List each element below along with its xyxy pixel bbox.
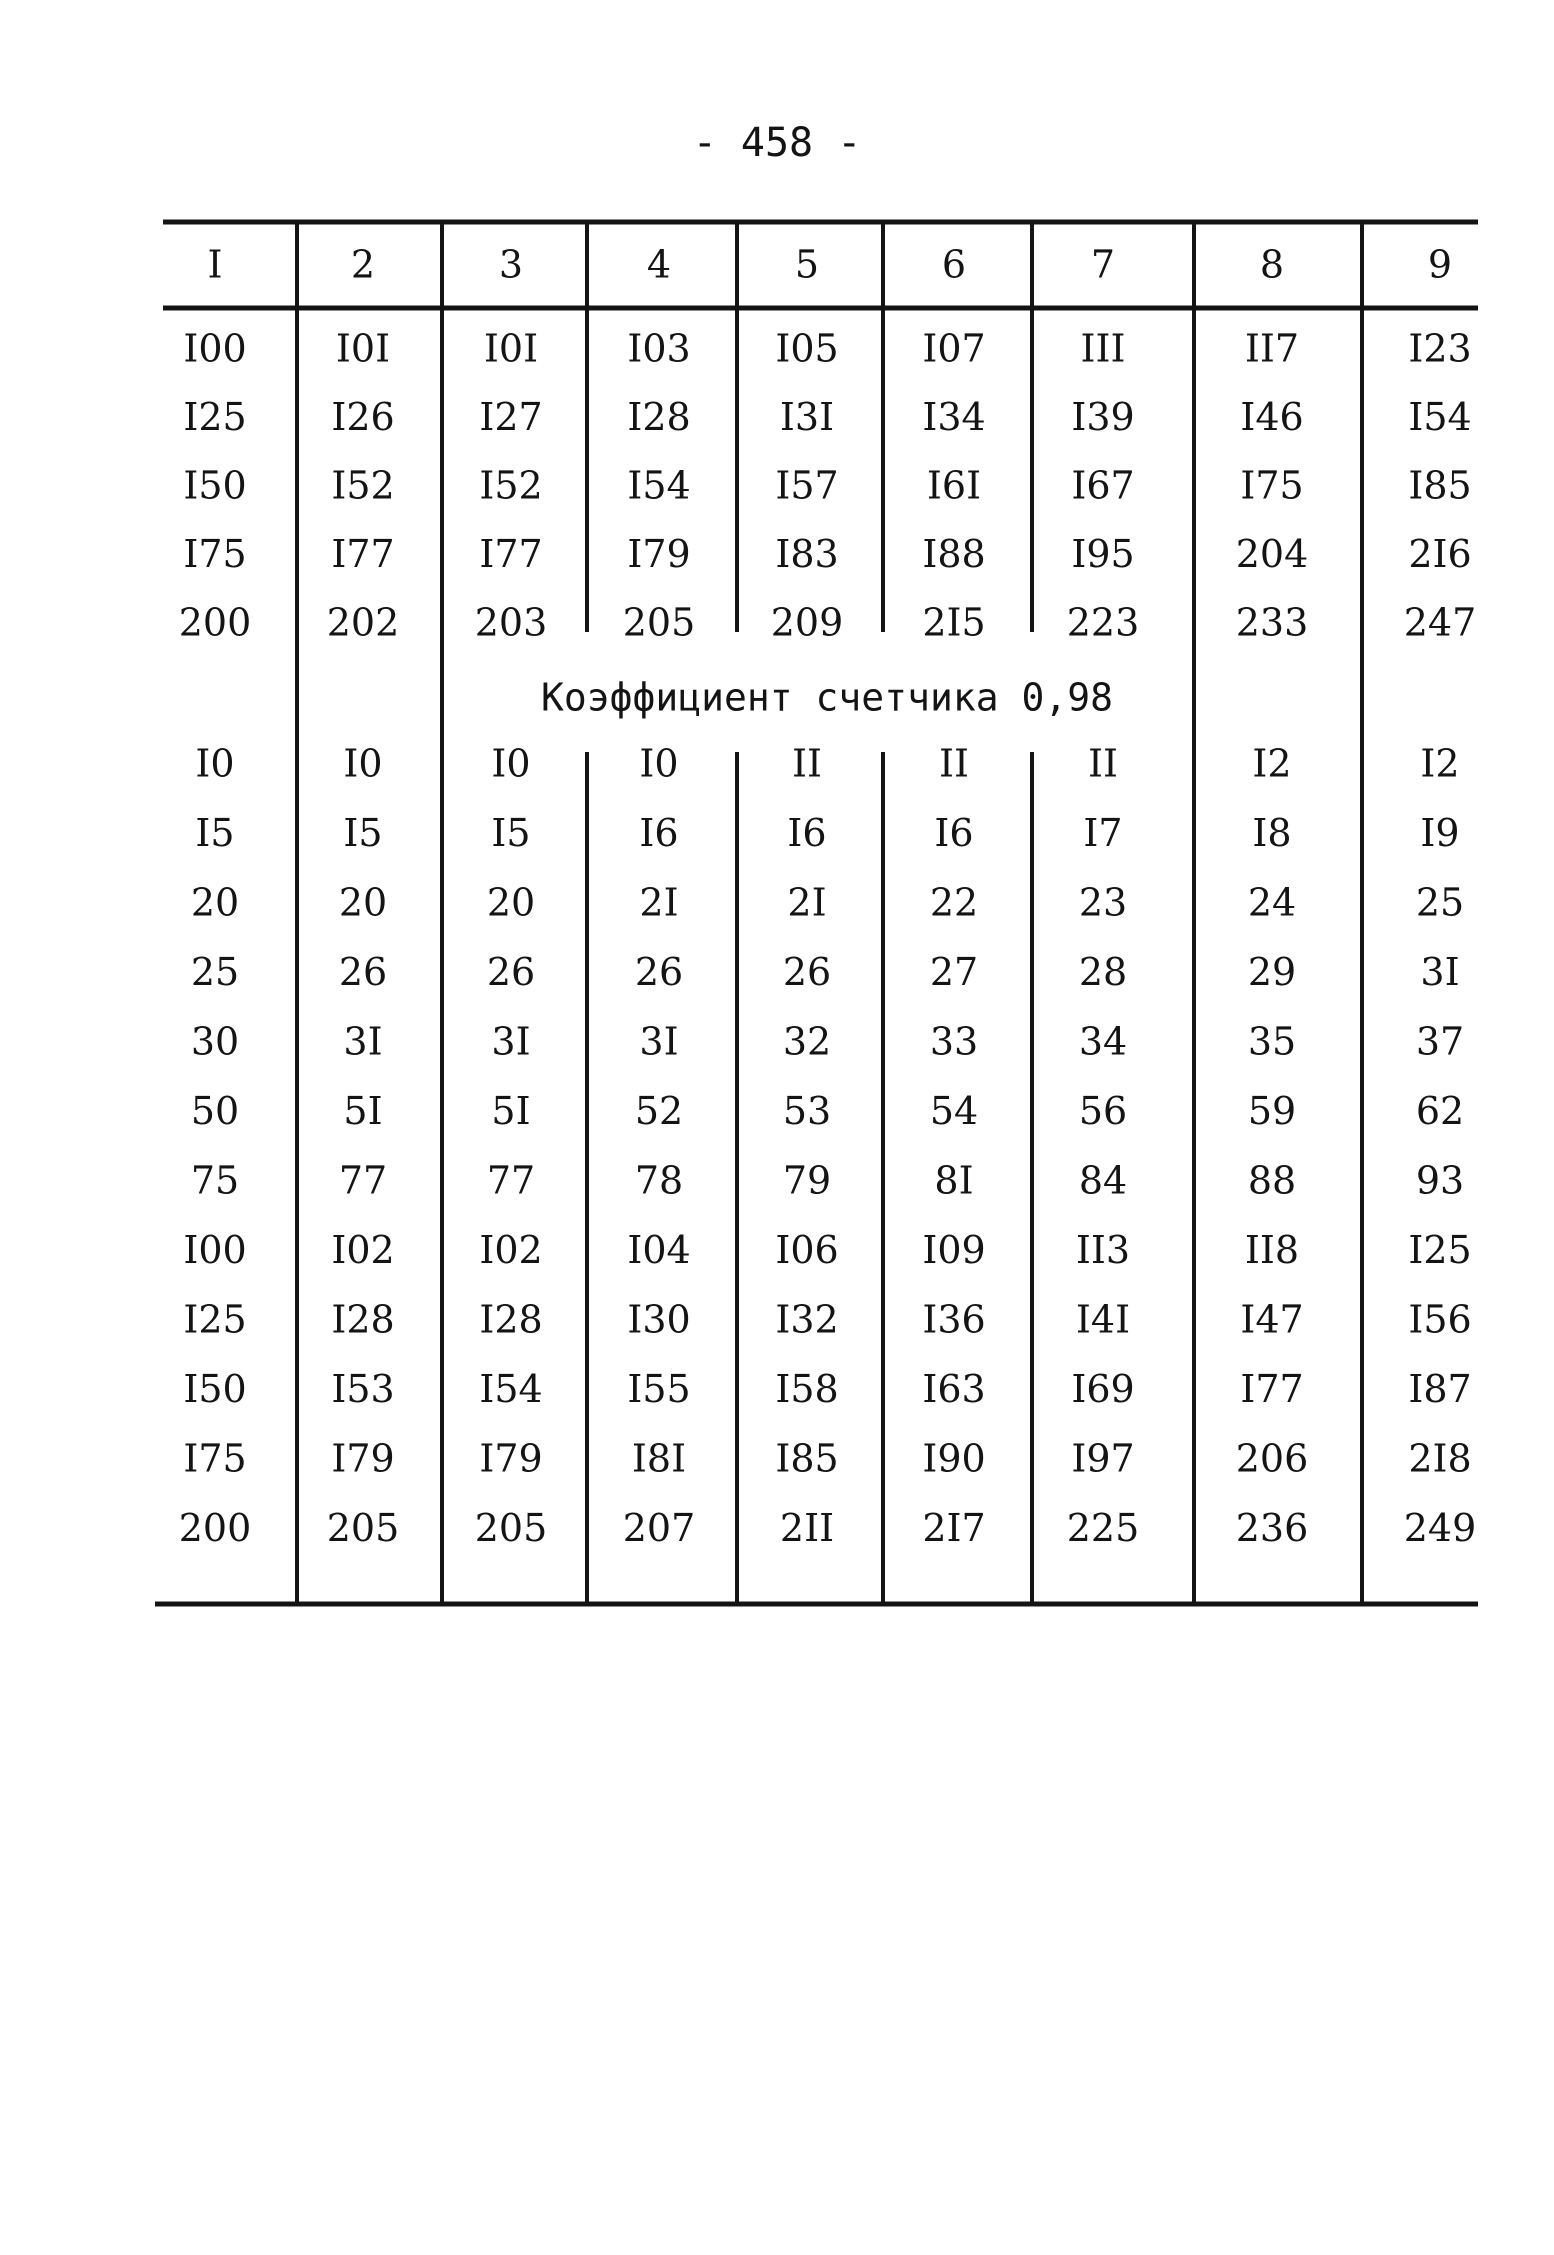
table-cell: I4I (1075, 1297, 1131, 1342)
table-cell: I79 (331, 1436, 395, 1481)
table-cell: 88 (1247, 1158, 1297, 1203)
table-cell: I00 (183, 326, 247, 371)
table-cell: I03 (627, 326, 691, 371)
table-cell: II (1087, 741, 1119, 786)
table-cell: 29 (1247, 950, 1297, 994)
table-cell: 22 (929, 880, 979, 925)
table-cell: I0 (195, 741, 235, 786)
table-cell: I09 (922, 1228, 986, 1272)
table-cell: I8I (631, 1436, 687, 1481)
table-cell: I0I (483, 326, 539, 371)
table-cell: 5I (343, 1089, 383, 1133)
table-cell: I07 (922, 326, 986, 371)
table-cell: I52 (331, 463, 395, 508)
table-cell: I6I (926, 463, 982, 508)
table-cell: I77 (331, 532, 395, 576)
table-cell: 2I5 (922, 600, 986, 645)
table-cell: I85 (775, 1436, 839, 1481)
table-cell: I5 (343, 811, 383, 855)
table-cell: 30 (190, 1019, 240, 1064)
table-cell: 5I (491, 1089, 531, 1133)
table-cell: 77 (486, 1158, 536, 1203)
table-cell: 2II (779, 1506, 835, 1550)
table-cell: 59 (1247, 1089, 1297, 1133)
table-cell: 62 (1415, 1089, 1465, 1133)
table-cell: 20 (338, 880, 388, 925)
section-label: Коэффициент счетчика 0,98 (541, 675, 1113, 720)
table-cell: 236 (1235, 1506, 1309, 1550)
table-cell: 3I (491, 1019, 531, 1064)
table-cell: 206 (1235, 1436, 1309, 1481)
table-cell: II3 (1075, 1228, 1131, 1272)
table-cell: 52 (634, 1089, 684, 1133)
table-cell: I55 (627, 1367, 691, 1411)
table-cell: I97 (1071, 1436, 1135, 1481)
table-cell: 25 (1415, 880, 1465, 925)
table-cell: 3I (639, 1019, 679, 1064)
table-cell: I54 (479, 1367, 543, 1411)
table-cell: 209 (770, 600, 844, 645)
table-cell: 24 (1247, 880, 1297, 925)
table-cell: I28 (331, 1297, 395, 1342)
table-cell: I00 (183, 1228, 247, 1272)
column-header: 7 (1090, 242, 1116, 287)
table-cell: 20 (190, 880, 240, 925)
table-cell: 37 (1415, 1019, 1465, 1064)
table-cell: 50 (190, 1089, 240, 1133)
table-cell: I50 (183, 463, 247, 508)
table-cell: I2 (1420, 741, 1460, 786)
table-cell: I25 (1408, 1228, 1472, 1272)
table-cell: II (791, 741, 823, 786)
table-cell: I28 (479, 1297, 543, 1342)
table-cell: I0 (343, 741, 383, 786)
table-cell: 223 (1066, 600, 1140, 645)
table-cell: 93 (1415, 1158, 1465, 1203)
table-cell: I77 (479, 532, 543, 576)
table-cell: I6 (934, 811, 974, 855)
table-cell: II8 (1244, 1228, 1300, 1272)
page-number: - 458 - (692, 120, 862, 166)
table-cell: I79 (479, 1436, 543, 1481)
table-cell: I75 (183, 1436, 247, 1481)
table-cell: I54 (627, 463, 691, 508)
table-cell: I9 (1420, 811, 1460, 855)
table-cell: I67 (1071, 463, 1135, 508)
table-cell: I50 (183, 1367, 247, 1411)
table-cell: I02 (331, 1228, 395, 1272)
table-cell: 34 (1078, 1019, 1128, 1064)
table-cell: 25 (190, 950, 240, 994)
table-cell: I88 (922, 532, 986, 576)
table-cell: 205 (474, 1506, 548, 1550)
table-cell: 247 (1403, 600, 1477, 645)
table-cell: I06 (775, 1228, 839, 1272)
table-cell: I8 (1252, 811, 1292, 855)
table-cell: 20 (486, 880, 536, 925)
table-cell: I52 (479, 463, 543, 508)
table-cell: 200 (178, 1506, 252, 1550)
table-cell: I6 (787, 811, 827, 855)
table-cell: 2I (787, 880, 827, 925)
table-cell: 54 (929, 1089, 979, 1133)
table-cell: I56 (1408, 1297, 1472, 1342)
table-cell: I75 (1240, 463, 1304, 508)
table-cell: I79 (627, 532, 691, 576)
table-cell: I25 (183, 1297, 247, 1342)
table-cell: 75 (190, 1158, 240, 1203)
table-cell: 2I7 (922, 1506, 986, 1550)
table-cell: I36 (922, 1297, 986, 1342)
table-cell: I2 (1252, 741, 1292, 786)
table-cell: I5 (195, 811, 235, 855)
column-header: 9 (1427, 242, 1453, 287)
table-cell: 8I (934, 1158, 974, 1203)
table-cell: 53 (782, 1089, 832, 1133)
table-cell: 207 (622, 1506, 696, 1550)
table-cell: I58 (775, 1367, 839, 1411)
table-cell: I63 (922, 1367, 986, 1411)
table-cell: I27 (479, 395, 543, 439)
table-cell: 200 (178, 600, 252, 645)
table-cell: 202 (326, 600, 400, 645)
table-cell: 23 (1078, 880, 1128, 925)
table-cell: 27 (929, 950, 979, 994)
table-cell: I30 (627, 1297, 691, 1342)
table-cell: 2I (639, 880, 679, 925)
table-cell: 26 (486, 950, 536, 994)
table-cell: 35 (1247, 1019, 1297, 1064)
table-cell: I53 (331, 1367, 395, 1411)
table-cell: 28 (1078, 950, 1128, 994)
table-cell: I34 (922, 395, 986, 439)
table-cell: I95 (1071, 532, 1135, 576)
table-cell: II (938, 741, 970, 786)
table-cell: I26 (331, 395, 395, 439)
table-cell: 233 (1235, 600, 1309, 645)
table-cell: III (1080, 326, 1126, 371)
table-cell: I39 (1071, 395, 1135, 439)
table-cell: I90 (922, 1436, 986, 1481)
column-header: 6 (941, 242, 967, 287)
table-cell: I54 (1408, 395, 1472, 439)
table-cell: I77 (1240, 1367, 1304, 1411)
column-header: 5 (794, 242, 820, 287)
table-cell: 3I (343, 1019, 383, 1064)
table-cell: 203 (474, 600, 548, 645)
column-header: I (207, 242, 223, 287)
table-cell: 3I (1420, 950, 1460, 994)
table-cell: I0I (335, 326, 391, 371)
table-cell: II7 (1244, 326, 1300, 371)
table-cell: I87 (1408, 1367, 1472, 1411)
table-cell: 205 (622, 600, 696, 645)
table-cell: I57 (775, 463, 839, 508)
table-cell: I02 (479, 1228, 543, 1272)
table-cell: I04 (627, 1228, 691, 1272)
table-cell: I3I (779, 395, 835, 439)
table-cell: 204 (1235, 532, 1309, 576)
table-cell: 2I6 (1408, 532, 1472, 576)
table-cell: I69 (1071, 1367, 1135, 1411)
table-cell: I0 (491, 741, 531, 786)
column-header: 3 (498, 242, 524, 287)
table-cell: 33 (929, 1019, 979, 1064)
table-cell: 205 (326, 1506, 400, 1550)
table-cell: I85 (1408, 463, 1472, 508)
table-cell: 84 (1078, 1158, 1128, 1203)
table-cell: I23 (1408, 326, 1472, 371)
table-cell: 26 (634, 950, 684, 994)
table-cell: 56 (1078, 1089, 1128, 1133)
table-cell: I28 (627, 395, 691, 439)
table-cell: 78 (634, 1158, 684, 1203)
table-cell: I5 (491, 811, 531, 855)
table-cell: I83 (775, 532, 839, 576)
table-cell: I05 (775, 326, 839, 371)
column-header: 8 (1259, 242, 1285, 287)
table-cell: I46 (1240, 395, 1304, 439)
table-cell: 26 (338, 950, 388, 994)
table-cell: I32 (775, 1297, 839, 1342)
table-cell: I7 (1083, 811, 1123, 855)
table-cell: 79 (782, 1158, 832, 1203)
table-cell: 225 (1066, 1506, 1140, 1550)
table-cell: 2I8 (1408, 1436, 1472, 1481)
column-header: 4 (646, 242, 672, 287)
table-cell: 32 (782, 1019, 832, 1064)
table-cell: 249 (1403, 1506, 1477, 1550)
table-cell: 77 (338, 1158, 388, 1203)
table-cell: I75 (183, 532, 247, 576)
table-cell: I0 (639, 741, 679, 786)
table-cell: 26 (782, 950, 832, 994)
table-cell: I6 (639, 811, 679, 855)
column-header: 2 (350, 242, 376, 287)
table-cell: I25 (183, 395, 247, 439)
table-cell: I47 (1240, 1297, 1304, 1342)
